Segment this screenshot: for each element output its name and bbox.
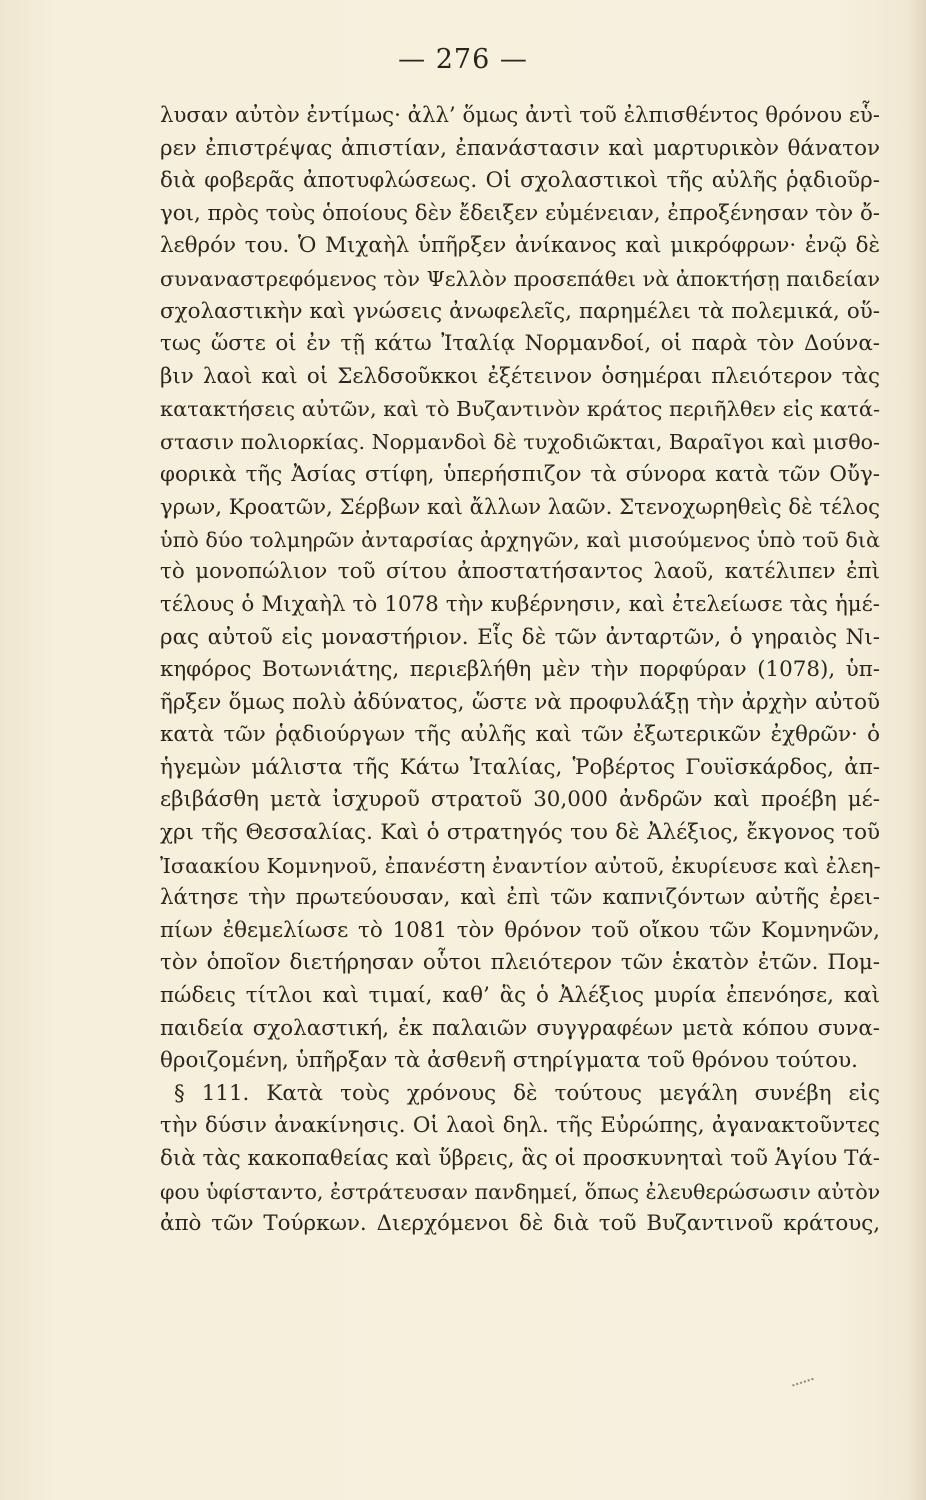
text-line-16: τέλους ὁ Μιχαὴλ τὸ 1078 τὴν κυβέρνησιν, καὶ ἐτελείωσε τὰς ἡμέ- (160, 591, 880, 617)
text-line-18: κηφόρος Βοτωνιάτης, περιεβλήθη μὲν τὴν πορφύραν (1078), ὑπ- (160, 657, 880, 683)
text-line-28: πώδεις τίτλοι καὶ τιμαί, καθ’ ἃς ὁ Ἀλέξιος μυρία ἐπενόησε, καὶ (160, 983, 880, 1009)
text-line-32: τὴν δύσιν ἀνακίνησις. Οἱ λαοὶ δηλ. τῆς Εὐρώπης, ἀγανακτοῦντες (160, 1113, 880, 1139)
text-line-23: χρι τῆς Θεσσαλίας. Καὶ ὁ στρατηγός του δὲ Ἀλέξιος, ἔκγονος τοῦ (160, 820, 880, 846)
text-line-24: Ἰσαακίου Κομνηνοῦ, ἐπανέστη ἐναντίον αὐτοῦ, ἐκυρίευσε καὶ ἐλεη- (160, 853, 881, 878)
text-line-8: τως ὥστε οἱ ἐν τῇ κάτω Ἰταλίᾳ Νορμανδοί, οἱ παρὰ τὸν Δούνα- (160, 331, 880, 357)
text-line-21: ἡγεμὼν μάλιστα τῆς Κάτω Ἰταλίας, Ῥοβέρτος Γουϊσκάρδος, ἀπ- (160, 754, 880, 780)
text-line-1: λυσαν αὐτὸν ἐντίμως· ἀλλ’ ὅμως ἀντὶ τοῦ ἐλπισθέντος θρόνου εὗ- (160, 103, 880, 128)
text-line-22: εβιβάσθη μετὰ ἰσχυροῦ στρατοῦ 30,000 ἀνδρῶν καὶ προέβη μέ- (160, 787, 880, 813)
text-line-5: λεθρόν του. Ὁ Μιχαὴλ ὑπῆρξεν ἀνίκανος καὶ μικρόφρων· ἐνῷ δὲ (160, 233, 880, 259)
text-line-3: διὰ φοβερᾶς ἀποτυφλώσεως. Οἱ σχολαστικοὶ τῆς αὐλῆς ῥᾳδιοῦρ- (160, 168, 880, 194)
text-line-12: φορικὰ τῆς Ἀσίας στίφη, ὑπερήσπιζον τὰ σύνορα κατὰ τῶν Οὔγ- (160, 461, 880, 487)
text-line-6: συναναστρεφόμενος τὸν Ψελλὸν προσεπάθει νὰ ἀποκτήσῃ παιδείαν (160, 266, 880, 291)
body-text (160, 100, 880, 1241)
text-line-9: βιν λαοὶ καὶ οἱ Σελδσοῦκκοι ἐξέτεινον ὁσημέραι πλειότερον τὰς (160, 363, 880, 389)
text-line-7: σχολαστικὴν καὶ γνώσεις ἀνωφελεῖς, παρημέλει τὰ πολεμικά, οὕ- (160, 298, 880, 324)
text-line-11: στασιν πολιορκίας. Νορμανδοὶ δὲ τυχοδιῶκται, Βαραῖγοι καὶ μισθο- (160, 429, 880, 454)
text-line-10: κατακτήσεις αὐτῶν, καὶ τὸ Βυζαντινὸν κράτος περιῆλθεν εἰς κατά- (160, 397, 881, 422)
text-line-17: ρας αὐτοῦ εἰς μοναστήριον. Εἷς δὲ τῶν ἀνταρτῶν, ὁ γηραιὸς Νι- (160, 624, 880, 650)
text-line-25: λάτησε τὴν πρωτεύουσαν, καὶ ἐπὶ τῶν καπνιζόντων αὐτῆς ἐρει- (160, 885, 880, 911)
text-line-14: ὑπὸ δύο τολμηρῶν ἀνταρσίας ἀρχηγῶν, καὶ μισούμενος ὑπὸ τοῦ διὰ (160, 527, 880, 552)
text-line-30: θροιζομένη, ὑπῆρξαν τὰ ἀσθενῆ στηρίγματα τοῦ θρόνου τούτου. (160, 1048, 858, 1074)
page-edge-shadow (908, 0, 926, 1500)
text-line-33: διὰ τὰς κακοπαθείας καὶ ὕβρεις, ἃς οἱ προσκυνηταὶ τοῦ Ἁγίου Τά- (160, 1146, 880, 1171)
text-line-15: τὸ μονοπώλιον τοῦ σίτου ἀποστατήσαντος λαοῦ, κατέλιπεν ἐπὶ (160, 559, 880, 585)
text-line-26: πίων ἐθεμελίωσε τὸ 1081 τὸν θρόνον τοῦ οἴκου τῶν Κομνηνῶν, (160, 917, 880, 943)
text-line-13: γρων, Κροατῶν, Σέρβων καὶ ἄλλων λαῶν. Στενοχωρηθεὶς δὲ τέλος (160, 494, 880, 520)
text-line-2: ρεν ἐπιστρέψας ἀπιστίαν, ἐπανάστασιν καὶ μαρτυρικὸν θάνατον (160, 135, 880, 161)
section-111-heading-line: § 111. Κατὰ τοὺς χρόνους δὲ τούτους μεγάλη συνέβη εἰς (174, 1080, 880, 1106)
text-line-34: φου ὑφίσταντο, ἐστράτευσαν πανδημεί, ὅπως ἐλευθερώσωσιν αὐτὸν (160, 1179, 881, 1204)
text-line-29: παιδεία σχολαστική, ἐκ παλαιῶν συγγραφέων μετὰ κόπου συνα- (160, 1015, 880, 1041)
page-number: — 276 — (398, 44, 528, 75)
text-line-4: γοι, πρὸς τοὺς ὁποίους δὲν ἔδειξεν εὐμένειαν, ἐπροξένησαν τὸν ὄ- (160, 200, 880, 226)
text-line-19: ῆρξεν ὅμως πολὺ ἀδύνατος, ὥστε νὰ προφυλάξῃ τὴν ἀρχὴν αὐτοῦ (160, 689, 880, 715)
text-line-35: ἀπὸ τῶν Τούρκων. Διερχόμενοι δὲ διὰ τοῦ Βυζαντινοῦ κράτους, (160, 1211, 880, 1237)
text-line-27: τὸν ὁποῖον διετήρησαν οὗτοι πλειότερον τῶν ἑκατὸν ἐτῶν. Πομ- (160, 950, 880, 976)
text-line-20: κατὰ τῶν ῥᾳδιούργων τῆς αὐλῆς καὶ τῶν ἐξωτερικῶν ἐχθρῶν· ὁ (160, 722, 880, 748)
ink-smudge (792, 1378, 816, 1393)
